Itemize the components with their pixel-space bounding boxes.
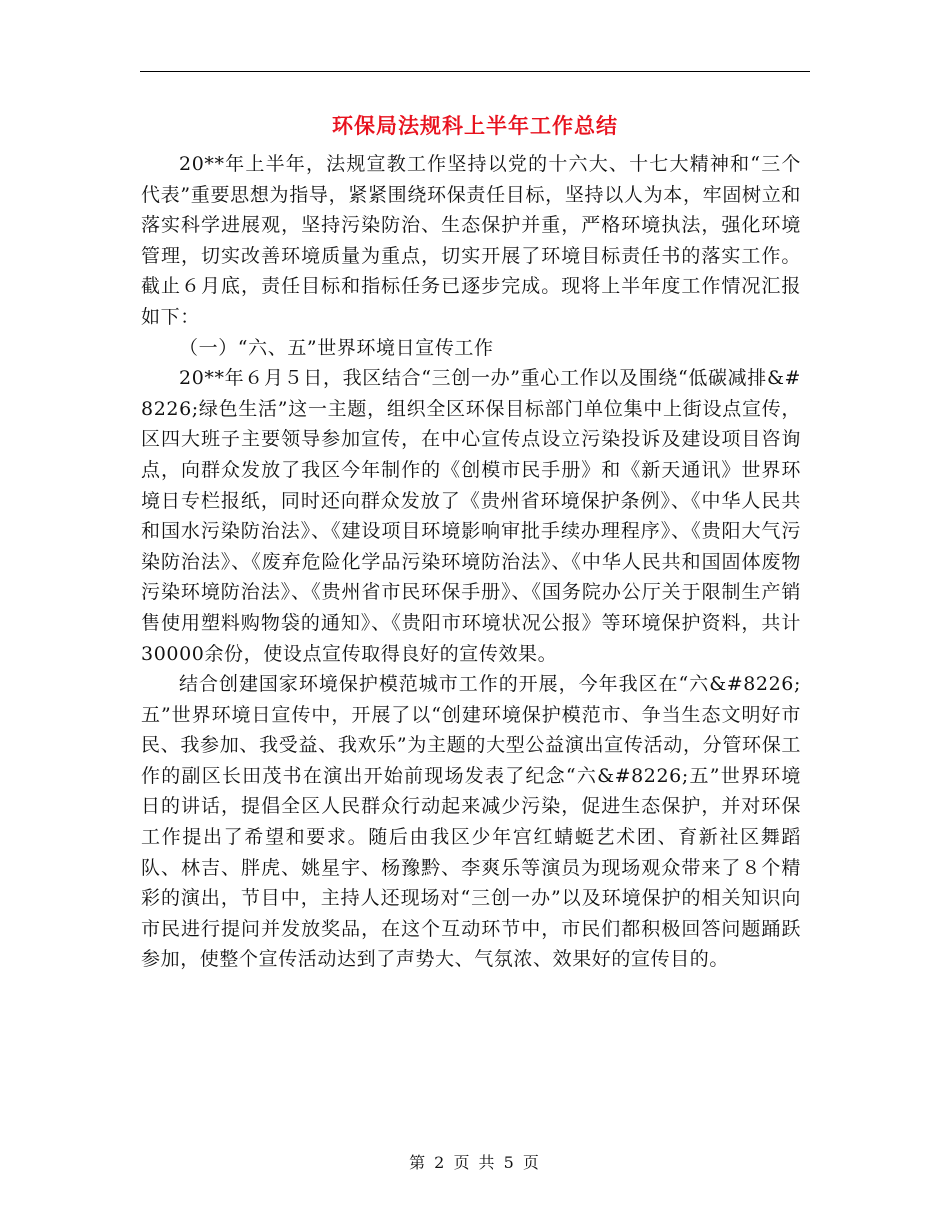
page-footer: 第 2 页 共 5 页 (409, 1153, 541, 1172)
paragraph-campaign: 20**年６月５日，我区结合“三创一办”重心工作以及围绕“低碳减排&#8226;绿色生活”这一主题，组织全区环保目标部门单位集中上街设点宣传，区四大班子主要领导参加宣传，在中心宣传点设立污染投诉及建设项目咨询点，向群众发放了我区今年制作的《创模市民手册》和《新天通讯》世界环境日专栏报纸，同时还向群众发放了《贵州省环境保护条例》、《中华人民共和国水污染防治法》、《建设项目环境影响审批手续办理程序》、《贵阳大气污染防治法》、《废弃危险化学品污染环境防治法》、《中华人民共和国固体废物污染环境防治法》、《贵州省市民环保手册》、《国务院办公厅关于限制生产销售使用塑料购物袋的通知》、《贵阳市环境状况公报》等环境保护资料，共计30000余份，使设点宣传取得良好的宣传效果。 (141, 367, 801, 665)
document-body (141, 149, 801, 975)
header-rule (140, 71, 810, 72)
document-title: 环保局法规科上半年工作总结 (332, 113, 618, 138)
paragraph-performance: 结合创建国家环境保护模范城市工作的开展，今年我区在“六&#8226;五”世界环境日宣传中，开展了以“创建环境保护模范市、争当生态文明好市民、我参加、我受益、我欢乐”为主题的大型公益演出宣传活动，分管环保工作的副区长田茂书在演出开始前现场发表了纪念“六&#8226;五”世界环境日的讲话，提倡全区人民群众行动起来减少污染，促进生态保护，并对环保工作提出了希望和要求。随后由我区少年宫红蜻蜓艺术团、育新社区舞蹈队、林吉、胖虎、姚星宇、杨豫黔、李爽乐等演员为现场观众带来了８个精彩的演出，节目中，主持人还现场对“三创一办”以及环境保护的相关知识向市民进行提问并发放奖品，在这个互动环节中，市民们都积极回答问题踊跃参加，使整个宣传活动达到了声势大、气氛浓、效果好的宣传目的。 (141, 673, 801, 971)
paragraph-intro: 20**年上半年，法规宣教工作坚持以党的十六大、十七大精神和“三个代表”重要思想为指导，紧紧围绕环保责任目标，坚持以人为本，牢固树立和落实科学进展观，坚持污染防治、生态保护并重，严格环境执法，强化环境管理，切实改善环境质量为重点，切实开展了环境目标责任书的落实工作。截止６月底，责任目标和指标任务已逐步完成。现将上半年度工作情况汇报如下： (141, 153, 801, 328)
section-heading: （一）“六、五”世界环境日宣传工作 (179, 336, 494, 359)
